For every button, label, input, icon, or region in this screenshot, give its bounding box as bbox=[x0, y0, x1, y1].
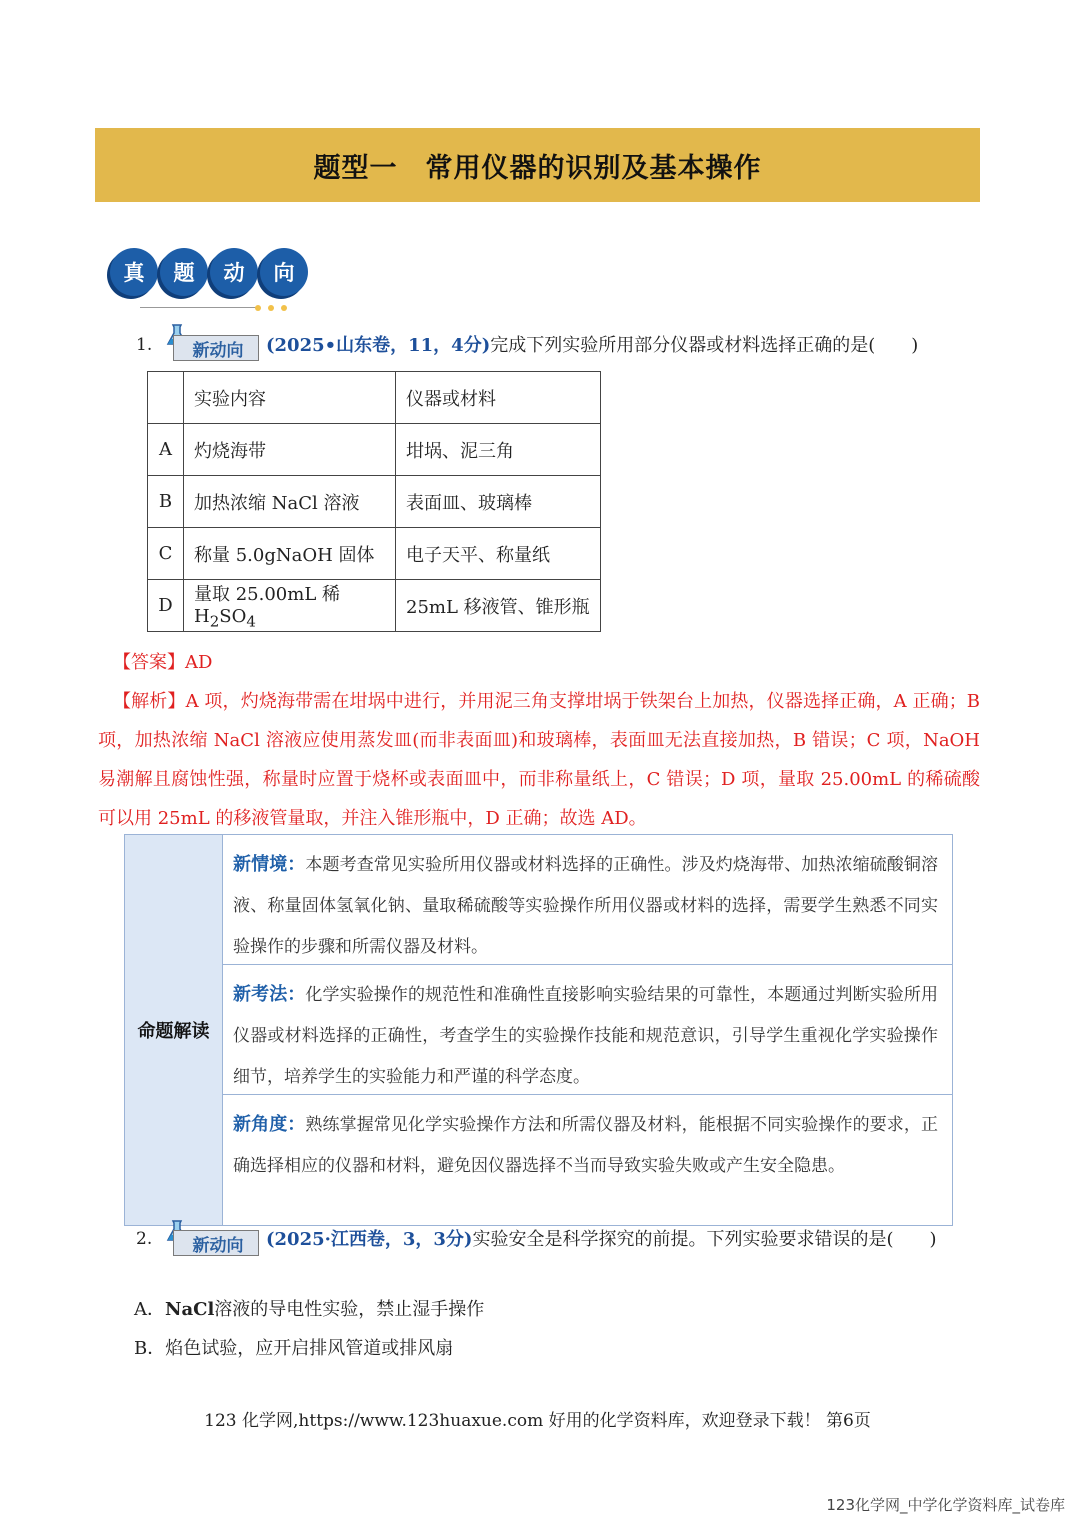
interpretation-panel bbox=[124, 834, 953, 1226]
answer-label: 【答案】 bbox=[113, 652, 185, 673]
interpretation-item-label: 新角度： bbox=[233, 1114, 306, 1135]
interpretation-item-text: 本题考查常见实验所用仪器或材料选择的正确性。涉及灼烧海带、加热浓缩硫酸铜溶液、称量固体氢氧化钠、量取稀硫酸等实验操作所用仪器或材料的选择，需要学生熟悉不同实验操作的步骤和所需仪器及材料。 bbox=[233, 855, 939, 957]
interpretation-item-label: 新考法： bbox=[233, 984, 306, 1005]
badge-divider bbox=[140, 307, 260, 308]
question-2-stem bbox=[266, 1228, 937, 1252]
subscript: 2 bbox=[209, 612, 220, 631]
question-1-text: 完成下列实验所用部分仪器或材料选择正确的是( ) bbox=[490, 335, 919, 356]
page-title: 题型一 常用仪器的识别及基本操作 bbox=[313, 152, 762, 184]
row-key: A bbox=[148, 424, 184, 476]
table-row bbox=[148, 580, 601, 632]
option-text: 焰色试验，应开启排风管道或排风扇 bbox=[165, 1338, 454, 1359]
interpretation-item-text: 化学实验操作的规范性和准确性直接影响实验结果的可靠性，本题通过判断实验所用仪器或材料选择的正确性，考查学生的实验操作技能和规范意识，引导学生重视化学实验操作细节，培养学生的实验能力和严谨的科学态度。 bbox=[233, 985, 939, 1087]
question-2-source: (2025·江西卷，3，3分) bbox=[266, 1229, 473, 1250]
section-badge-char-4: 向 bbox=[260, 248, 308, 296]
interpretation-item bbox=[223, 1095, 952, 1225]
section-badge-char-3: 动 bbox=[210, 248, 258, 296]
page-footer: 123 化学网,https://www.123huaxue.com 好用的化学资料库，欢迎登录下载！ 第6页 bbox=[204, 1411, 871, 1431]
answer-line bbox=[113, 648, 212, 674]
interpretation-item-text: 熟练掌握常见化学实验操作方法和所需仪器及材料，能根据不同实验操作的要求，正确选择相应的仪器和材料，避免因仪器选择不当而导致实验失败或产生安全隐患。 bbox=[233, 1115, 939, 1176]
row-content-text: 量取 25.00mL 稀 H bbox=[194, 584, 340, 628]
watermark: 123化学网_中学化学资料库_试卷库 bbox=[826, 1496, 1065, 1514]
option-formula: NaCl bbox=[165, 1299, 215, 1320]
table-row bbox=[148, 424, 601, 476]
option-a bbox=[134, 1295, 484, 1321]
question-1-source: (2025•山东卷，11，4分) bbox=[266, 335, 491, 356]
interpretation-side-label: 命题解读 bbox=[137, 1021, 210, 1042]
option-key: B． bbox=[134, 1338, 166, 1359]
analysis-text: A 项，灼烧海带需在坩埚中进行，并用泥三角支撑坩埚于铁架台上加热，仪器选择正确，A 正确；B 项，加热浓缩 NaCl 溶液应使用蒸发皿(而非表面皿)和玻璃棒，表面皿无法直接加热，B 错误；C 项，NaOH 易潮解且腐蚀性强，称量时应置于烧杯或表面皿中，而非称量纸上，C 错误；D 项，量取 25.00mL 的稀硫酸可以用 25mL 的移液管量取，并注入锥形瓶中，D 正确；故选 AD。 bbox=[98, 691, 981, 829]
interpretation-item bbox=[223, 835, 952, 965]
option-key: A． bbox=[134, 1299, 165, 1320]
row-tools: 电子天平、称量纸 bbox=[396, 528, 601, 580]
question-1-stem bbox=[266, 334, 918, 358]
section-badge-char-2: 题 bbox=[160, 248, 208, 296]
row-content: 称量 5.0gNaOH 固体 bbox=[184, 528, 396, 580]
row-tools: 表面皿、玻璃棒 bbox=[396, 476, 601, 528]
row-content-text: SO bbox=[219, 606, 247, 628]
row-tools: 25mL 移液管、锥形瓶 bbox=[396, 580, 601, 632]
interpretation-item bbox=[223, 965, 952, 1095]
new-trend-tag: 新动向 bbox=[173, 335, 259, 361]
table-header-cell: 实验内容 bbox=[184, 372, 396, 424]
row-content: 灼烧海带 bbox=[184, 424, 396, 476]
title-banner bbox=[95, 128, 980, 202]
row-key: B bbox=[148, 476, 184, 528]
row-key: C bbox=[148, 528, 184, 580]
section-badge-char-1: 真 bbox=[110, 248, 158, 296]
row-content: 加热浓缩 NaCl 溶液 bbox=[184, 476, 396, 528]
analysis-label: 【解析】 bbox=[113, 691, 186, 712]
table-header-row bbox=[148, 372, 601, 424]
interpretation-side bbox=[125, 835, 223, 1225]
question-1-number: 1. bbox=[136, 335, 153, 355]
decor-dot bbox=[255, 305, 261, 311]
row-content bbox=[184, 580, 396, 632]
new-trend-tag: 新动向 bbox=[173, 1230, 259, 1256]
interpretation-item-label: 新情境： bbox=[233, 854, 306, 875]
table-header-cell bbox=[148, 372, 184, 424]
answer-value: AD bbox=[185, 652, 213, 673]
analysis-paragraph bbox=[98, 682, 980, 838]
option-b bbox=[134, 1334, 453, 1360]
table-row bbox=[148, 528, 601, 580]
subscript: 4 bbox=[246, 612, 256, 631]
option-text: 溶液的导电性实验，禁止湿手操作 bbox=[214, 1299, 485, 1320]
decor-dot bbox=[281, 305, 287, 311]
question-2-number: 2. bbox=[136, 1229, 153, 1249]
table-row bbox=[148, 476, 601, 528]
question-2-text: 实验安全是科学探究的前提。下列实验要求错误的是( ) bbox=[472, 1229, 937, 1250]
question-1-table bbox=[147, 371, 601, 632]
row-key: D bbox=[148, 580, 184, 632]
table-header-cell: 仪器或材料 bbox=[396, 372, 601, 424]
decor-dot bbox=[268, 305, 274, 311]
row-tools: 坩埚、泥三角 bbox=[396, 424, 601, 476]
